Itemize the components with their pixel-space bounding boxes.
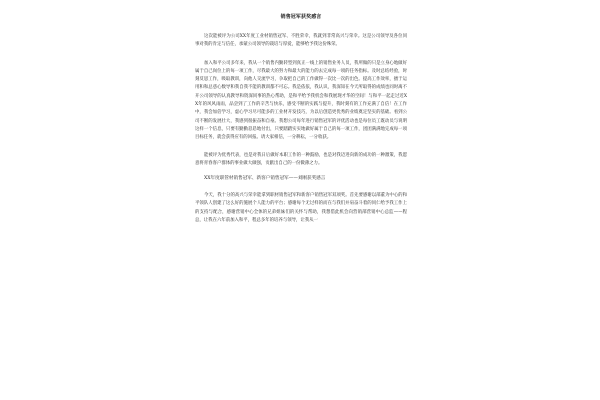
document-body [195, 14, 407, 233]
paragraph-experience: 加入和平公司多年来，我从一个销售内勤转型到真正一线上的销售业务人员，我所做的只是立身心地做好属于自己岗位上的每一项工作，尽我最大的努力和最大的能力的去完成每一项的任务指标。及时总结经验，时刻反思工作，吸取教训，向他人交流学习，争取把自己的工作做得一次比一次的出色。提高工作效率，擅于运用和和总惑心数导和我自我不能的教训都不可忘。我是依依，我认识，我深知在今天所取得的成绩也同时离不开公司领导的认真教导和资深同事的热心帮助，是和平给予我机会和我展现才华的空间！与和平一起走过近XX年的风风雨雨，品尝到了工作的辛苦与快乐，感受不断的实践与提升，我时刻有的工作充满了自信！在工作中，我会加倍学习，虚心学习尽可能多的工业材开发技巧，为以后创造更优秀的业绩奠定坚实的基础。看到公司不断的发展壮大，我感到很振奋和自豪。我想公司每年进行销售冠军的评优活动也是每位员工既动员与说明这样一个信息，只要有勤勤恳恳地付出，只要踏踏实实地做好属于自己的每一项工作，团团满满地完成每一项目标任务，就会获得应有的回报。请大家相信，一分耕耘，一分收获。 [195, 60, 407, 141]
section-subtitle: XX年度职管材销售冠军、新客户销售冠军——刘刚获奖感言 [204, 176, 326, 182]
paragraph-intro: 这次能被评为公司XX年度工业材销售冠军、不胜荣幸，我就到非常高兴与荣幸。这是公司领导及各位同事对我的肯定与信任，承蒙公司领导的栽培与厚爱，能够给予我这份殊荣。 [195, 34, 407, 48]
paragraph-closing: 能被评为优秀代表，也是对我日后做好本职工作的一种鼓励，也是对我迈进向新的成功的一种激策，我愿意将青春客户群体的事业做大做强，贡献出自己的一份微薄之力。 [195, 152, 407, 166]
document-title: 销售冠军获奖感言 [280, 14, 322, 20]
paragraph-second-speech: 今天，我十分的高兴与荣幸能拿到职材销售冠军和新客户销售冠军双项奖。首先要感谢以部董为中心的和平领队人创建了这么好的施展个人能力的平台；感谢每个无过样的而在与我们并肩奋斗着的同仁给予我工作上的支持与配合，感谢营销中心全体的兄弟姐妹们的关怀与帮助，我想借此机会向营销部营销中心总监——程总，让我在六年前加入和平，程总多年的培养与领导，让我从一 [195, 193, 407, 224]
